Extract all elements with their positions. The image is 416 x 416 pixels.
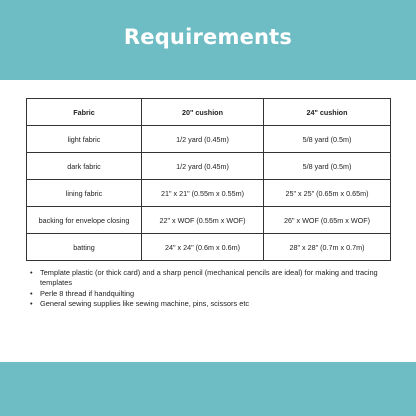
cushion-20-cell: 1/2 yard (0.45m) bbox=[142, 153, 264, 180]
requirements-table bbox=[26, 98, 391, 261]
cushion-20-cell: 21" x 21" (0.55m x 0.55m) bbox=[142, 180, 264, 207]
fabric-cell: dark fabric bbox=[27, 153, 142, 180]
header-band bbox=[0, 0, 416, 80]
cushion-24-cell: 26" x WOF (0.65m x WOF) bbox=[264, 207, 391, 234]
table-row bbox=[27, 126, 391, 153]
list-item: • General sewing supplies like sewing machine, pins, scissors etc bbox=[30, 299, 390, 309]
list-item: • Template plastic (or thick card) and a sharp pencil (mechanical pencils are ideal) for making and tracing templates bbox=[30, 268, 390, 289]
notes-list bbox=[30, 268, 390, 310]
footer-band bbox=[0, 362, 416, 416]
column-header-20-cushion: 20" cushion bbox=[142, 99, 264, 126]
column-header-fabric: Fabric bbox=[27, 99, 142, 126]
fabric-cell: batting bbox=[27, 234, 142, 261]
table-row bbox=[27, 234, 391, 261]
cushion-20-cell: 24" x 24" (0.6m x 0.6m) bbox=[142, 234, 264, 261]
list-item: • Perle 8 thread if handquilting bbox=[30, 289, 390, 299]
fabric-cell: lining fabric bbox=[27, 180, 142, 207]
table-row bbox=[27, 180, 391, 207]
cushion-24-cell: 5/8 yard (0.5m) bbox=[264, 126, 391, 153]
fabric-cell: light fabric bbox=[27, 126, 142, 153]
cushion-20-cell: 1/2 yard (0.45m) bbox=[142, 126, 264, 153]
cushion-24-cell: 5/8 yard (0.5m) bbox=[264, 153, 391, 180]
fabric-cell: backing for envelope closing bbox=[27, 207, 142, 234]
page-title: Requirements bbox=[123, 25, 293, 49]
table-row bbox=[27, 153, 391, 180]
cushion-24-cell: 25" x 25" (0.65m x 0.65m) bbox=[264, 180, 391, 207]
table-header-row bbox=[27, 99, 391, 126]
column-header-24-cushion: 24" cushion bbox=[264, 99, 391, 126]
cushion-24-cell: 28" x 28" (0.7m x 0.7m) bbox=[264, 234, 391, 261]
cushion-20-cell: 22" x WOF (0.55m x WOF) bbox=[142, 207, 264, 234]
table-row bbox=[27, 207, 391, 234]
